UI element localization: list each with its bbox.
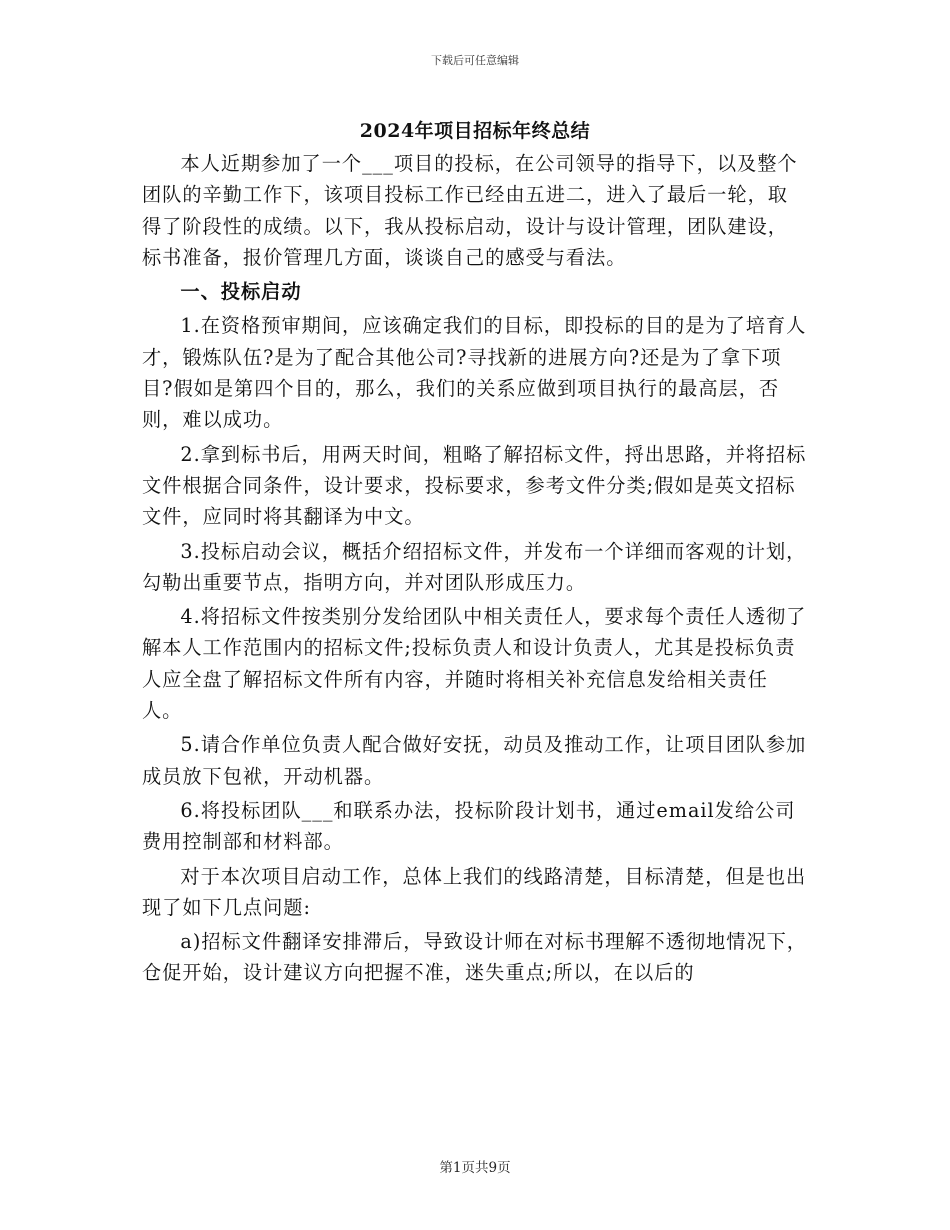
paragraph-summary: 对于本次项目启动工作，总体上我们的线路清楚，目标清楚，但是也出现了如下几点问题: [142, 864, 807, 919]
paragraph-intro: 本人近期参加了一个___项目的投标，在公司领导的指导下，以及整个团队的辛勤工作下，该项目投标工作已经由五进二，进入了最后一轮，取得了阶段性的成绩。以下，我从投标启动，设计与设计管理，团队建设，标书准备，报价管理几方面，谈谈自己的感受与看法。 [142, 152, 798, 269]
paragraph-item-1: 1.在资格预审期间，应该确定我们的目标，即投标的目的是为了培育人才，锻炼队伍?是为了配合其他公司?寻找新的进展方向?还是为了拿下项目?假如是第四个目的，那么，我们的关系应做到项目执行的最高层，否则，难以成功。 [142, 314, 807, 432]
page-footer: 第1页共9页 [439, 1160, 511, 1176]
paragraph-item-5: 5.请合作单位负责人配合做好安抚，动员及推动工作，让项目团队参加成员放下包袱，开动机器。 [142, 733, 807, 788]
paragraph-item-2: 2.拿到标书后，用两天时间，粗略了解招标文件，捋出思路，并将招标文件根据合同条件，设计要求，投标要求，参考文件分类;假如是英文招标文件，应同时将其翻译为中文。 [142, 442, 807, 529]
paragraph-item-3: 3.投标启动会议，概括介绍招标文件，并发布一个详细而客观的计划，勾勒出重要节点，指明方向，并对团队形成压力。 [142, 539, 807, 594]
section-heading-1: 一、投标启动 [180, 280, 302, 304]
paragraph-item-6: 6.将投标团队___和联系办法，投标阶段计划书，通过email发给公司费用控制部和材料部。 [142, 798, 796, 854]
document-title: 2024年项目招标年终总结 [359, 120, 591, 142]
paragraph-issue-a: a)招标文件翻译安排滞后，导致设计师在对标书理解不透彻地情况下，仓促开始，设计建议方向把握不准，迷失重点;所以，在以后的 [142, 930, 807, 985]
page-header: 下载后可任意编辑 [431, 54, 519, 67]
document-body [142, 148, 808, 989]
paragraph-item-4: 4.将招标文件按类别分发给团队中相关责任人，要求每个责任人透彻了解本人工作范围内的招标文件;投标负责人和设计负责人，尤其是投标负责人应全盘了解招标文件所有内容，并随时将相关补充信息发给相关责任人。 [142, 605, 807, 723]
